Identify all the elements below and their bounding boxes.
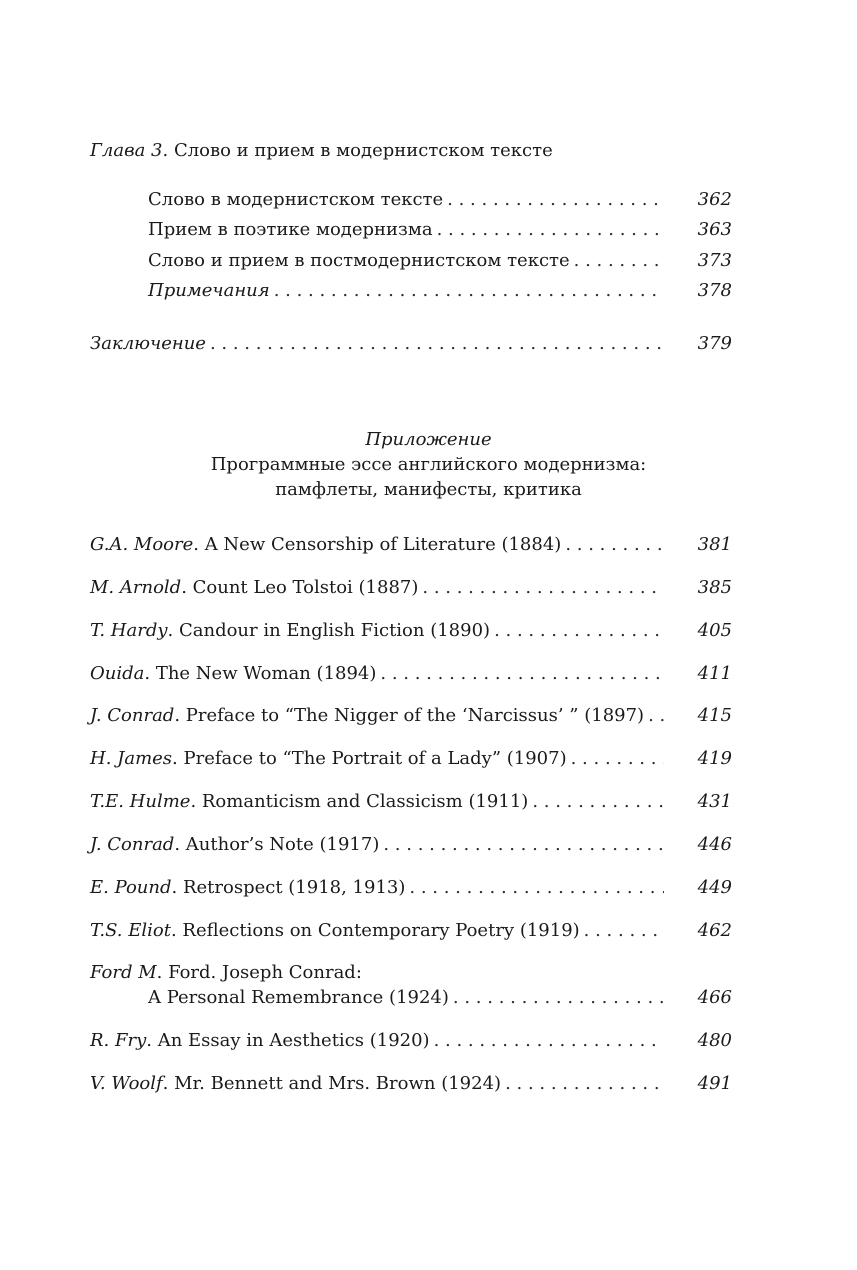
- toc-entry-page: 385: [697, 577, 732, 598]
- toc-entry-page: 378: [697, 280, 732, 301]
- toc-entry-title: [90, 919, 584, 943]
- entry-work: . Preface to “The Portrait of a Lady” (1907): [172, 748, 567, 769]
- appendix-subtitle-line2: памфлеты, манифесты, критика: [275, 479, 582, 500]
- leader-dots: [434, 1029, 664, 1053]
- leader-dots: [380, 662, 664, 686]
- toc-entry-title: [90, 533, 565, 557]
- leader-dots: [409, 876, 664, 900]
- entry-work: . Candour in English Fiction (1890): [167, 620, 491, 641]
- toc-entry-title: [90, 619, 494, 643]
- entry-author: T.E. Hulme: [90, 791, 191, 812]
- entry-author: G.A. Moore: [90, 534, 194, 555]
- leader-dots: [574, 249, 664, 273]
- leader-dots: [505, 1072, 664, 1096]
- entry-work: . The New Woman (1894): [144, 663, 377, 684]
- chapter-title-text: . Слово и прием в модернистском тексте: [162, 140, 553, 161]
- entry-work: . Retrospect (1918, 1913): [171, 877, 406, 898]
- leader-dots: [532, 790, 664, 814]
- toc-entry: [90, 576, 732, 600]
- toc-entry-title: [90, 876, 409, 900]
- entry-work: . Author’s Note (1917): [174, 834, 380, 855]
- toc-entry-title: [90, 1072, 505, 1096]
- toc-entry-page: 446: [697, 834, 732, 855]
- entry-author: M. Arnold: [90, 577, 182, 598]
- entry-work: . Count Leo Tolstoi (1887): [181, 577, 419, 598]
- toc-entry-page: 405: [697, 620, 732, 641]
- toc-entry: [90, 1029, 732, 1053]
- entry-author: T. Hardy: [90, 620, 168, 641]
- toc-entry-title: [90, 576, 422, 600]
- entry-work: . Mr. Bennett and Mrs. Brown (1924): [162, 1073, 502, 1094]
- toc-entry: [90, 704, 732, 728]
- toc-entry-title: [90, 704, 648, 728]
- leader-dots: [447, 188, 664, 212]
- entry-author: T.S. Eliot: [90, 920, 171, 941]
- entry-author: Ford M: [90, 962, 157, 983]
- chapter-heading: [90, 140, 553, 161]
- toc-entry-page: 373: [697, 250, 732, 271]
- leader-dots: [422, 576, 664, 600]
- toc-entry-page: 480: [697, 1030, 732, 1051]
- toc-entry: [90, 619, 732, 643]
- toc-entry: [90, 1072, 732, 1096]
- toc-entry-page: 466: [697, 987, 732, 1008]
- toc-entry: [148, 249, 732, 273]
- toc-entry: [148, 279, 732, 303]
- toc-entry: [148, 218, 732, 242]
- toc-entry-page: 415: [697, 705, 732, 726]
- toc-entry: [90, 919, 732, 943]
- toc-entry-page: 431: [697, 791, 732, 812]
- leader-dots: [274, 279, 664, 303]
- leader-dots: [383, 833, 664, 857]
- entry-work: . A New Censorship of Literature (1884): [193, 534, 562, 555]
- entry-work: . Ford. Joseph Conrad:: [156, 962, 362, 983]
- toc-entry-title: [90, 833, 383, 857]
- toc-entry-page: 381: [697, 534, 732, 555]
- entry-author: J. Conrad: [90, 834, 175, 855]
- toc-entry-conclusion: [90, 332, 732, 356]
- toc-entry-title: A Personal Remembrance (1924): [148, 987, 449, 1008]
- entry-work: . An Essay in Aesthetics (1920): [146, 1030, 430, 1051]
- leader-dots: [648, 704, 664, 728]
- entry-author: V. Woolf: [90, 1073, 163, 1094]
- toc-entry: [90, 747, 732, 771]
- toc-entry: [90, 876, 732, 900]
- toc-entry: [90, 790, 732, 814]
- entry-author: H. James: [90, 748, 173, 769]
- toc-entry-title: [90, 662, 380, 686]
- toc-entry-page: 362: [697, 189, 732, 210]
- toc-entry-title: Слово в модернистском тексте: [148, 189, 444, 210]
- leader-dots: [210, 332, 664, 356]
- leader-dots: [565, 533, 664, 557]
- entry-work: . Romanticism and Classicism (1911): [190, 791, 529, 812]
- leader-dots: [494, 619, 664, 643]
- toc-entry-first-line: [90, 961, 362, 985]
- toc-entry-page: 491: [697, 1073, 732, 1094]
- toc-entry-title: Прием в поэтике модернизма: [148, 219, 433, 240]
- leader-dots: [437, 218, 664, 242]
- toc-entry-title: [90, 747, 571, 771]
- toc-entry-page: 363: [697, 219, 732, 240]
- appendix-subtitle-line1: Программные эссе английского модернизма:: [210, 454, 647, 475]
- toc-entry-page: 462: [697, 920, 732, 941]
- toc-entry: [148, 188, 732, 212]
- entry-author: R. Fry: [90, 1030, 147, 1051]
- toc-entry: [148, 986, 732, 1010]
- entry-work: . Preface to “The Nigger of the ‘Narcissus’ ” (1897): [174, 705, 645, 726]
- toc-entry-title: Слово и прием в постмодернистском тексте: [148, 250, 570, 271]
- toc-entry-title: Заключение: [90, 333, 206, 354]
- toc-entry-page: 411: [697, 663, 732, 684]
- entry-author: J. Conrad: [90, 705, 175, 726]
- toc-entry: [90, 533, 732, 557]
- toc-entry-page: 379: [697, 333, 732, 354]
- entry-author: E. Pound: [90, 877, 172, 898]
- toc-entry-title: [90, 790, 532, 814]
- toc-entry-page: 449: [697, 877, 732, 898]
- chapter-number: Глава 3: [90, 140, 163, 161]
- toc-entry-title: Примечания: [148, 280, 270, 301]
- toc-entry-title: [90, 1029, 434, 1053]
- leader-dots: [571, 747, 664, 771]
- leader-dots: [584, 919, 664, 943]
- entry-work: . Reflections on Contemporary Poetry (1919): [170, 920, 580, 941]
- leader-dots: [453, 986, 664, 1010]
- appendix-heading: Приложение: [365, 429, 492, 450]
- toc-entry: [90, 833, 732, 857]
- toc-entry: [90, 662, 732, 686]
- toc-entry-page: 419: [697, 748, 732, 769]
- entry-author: Ouida: [90, 663, 145, 684]
